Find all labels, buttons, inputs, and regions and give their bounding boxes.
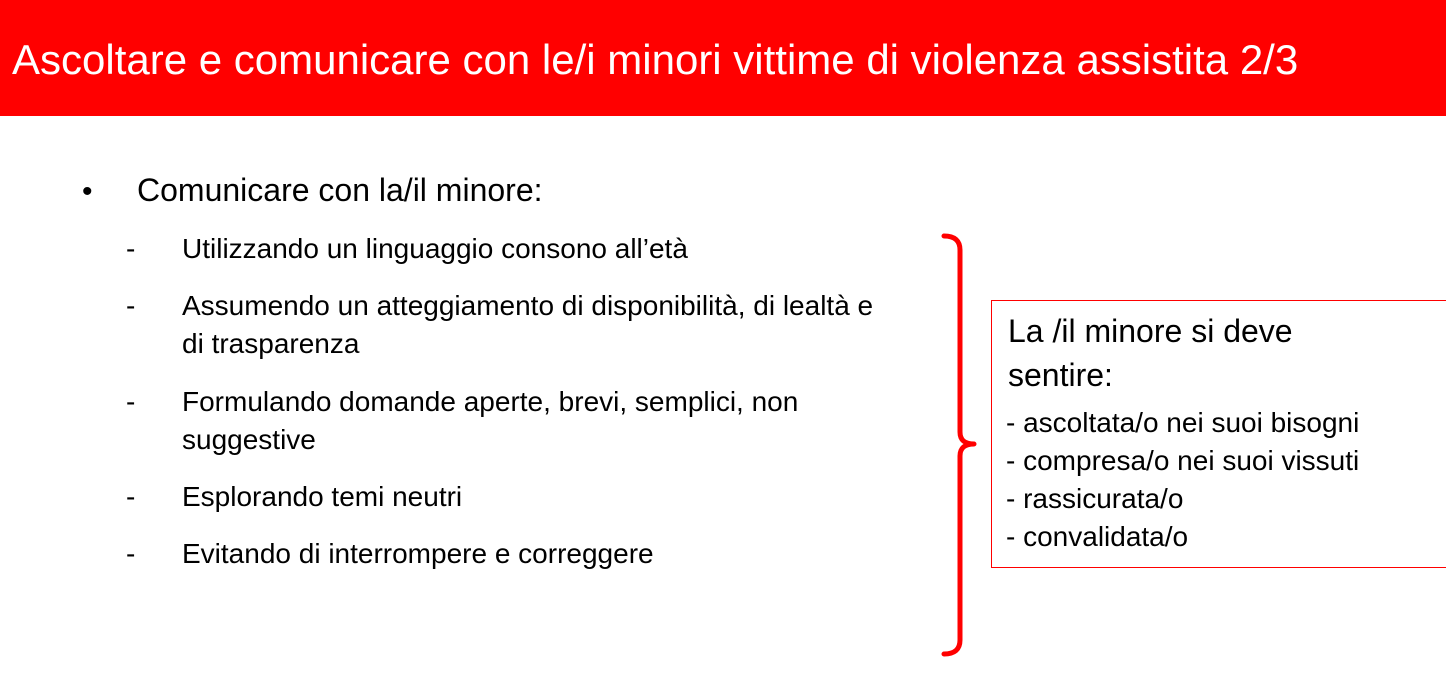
title-bar: [0, 0, 1446, 116]
list-item-text: Utilizzando un linguaggio consono all’età: [182, 233, 688, 264]
dash-marker: -: [126, 290, 136, 321]
callout-list: [1006, 404, 1359, 556]
dash-marker: -: [126, 538, 136, 569]
dash-marker: -: [126, 386, 136, 417]
callout-heading: [1008, 309, 1446, 397]
callout-item: - ascoltata/o nei suoi bisogni: [1006, 407, 1360, 438]
callout-heading-line: La /il minore si deve: [1008, 313, 1293, 349]
callout-heading-line: sentire:: [1008, 357, 1113, 393]
list-item-text: Assumendo un atteggiamento di disponibilità, di lealtà e di trasparenza: [182, 290, 874, 359]
dash-marker: -: [126, 481, 136, 512]
dash-marker: -: [126, 233, 136, 264]
main-bullet-text: Comunicare con la/il minore:: [137, 172, 543, 208]
list-item-text: Evitando di interrompere e correggere: [182, 538, 654, 569]
callout-item: - compresa/o nei suoi vissuti: [1006, 445, 1360, 476]
callout-item: - rassicurata/o: [1006, 483, 1184, 514]
list-item-text: Formulando domande aperte, brevi, semplici, non suggestive: [182, 386, 799, 455]
callout-item: - convalidata/o: [1006, 521, 1189, 552]
list-item-text: Esplorando temi neutri: [182, 481, 463, 512]
right-brace-icon: [938, 232, 988, 658]
callout-box: [991, 300, 1446, 568]
slide-title: Ascoltare e comunicare con le/i minori vittime di violenza assistita 2/3: [12, 36, 1299, 83]
bullet-marker: •: [82, 175, 93, 208]
